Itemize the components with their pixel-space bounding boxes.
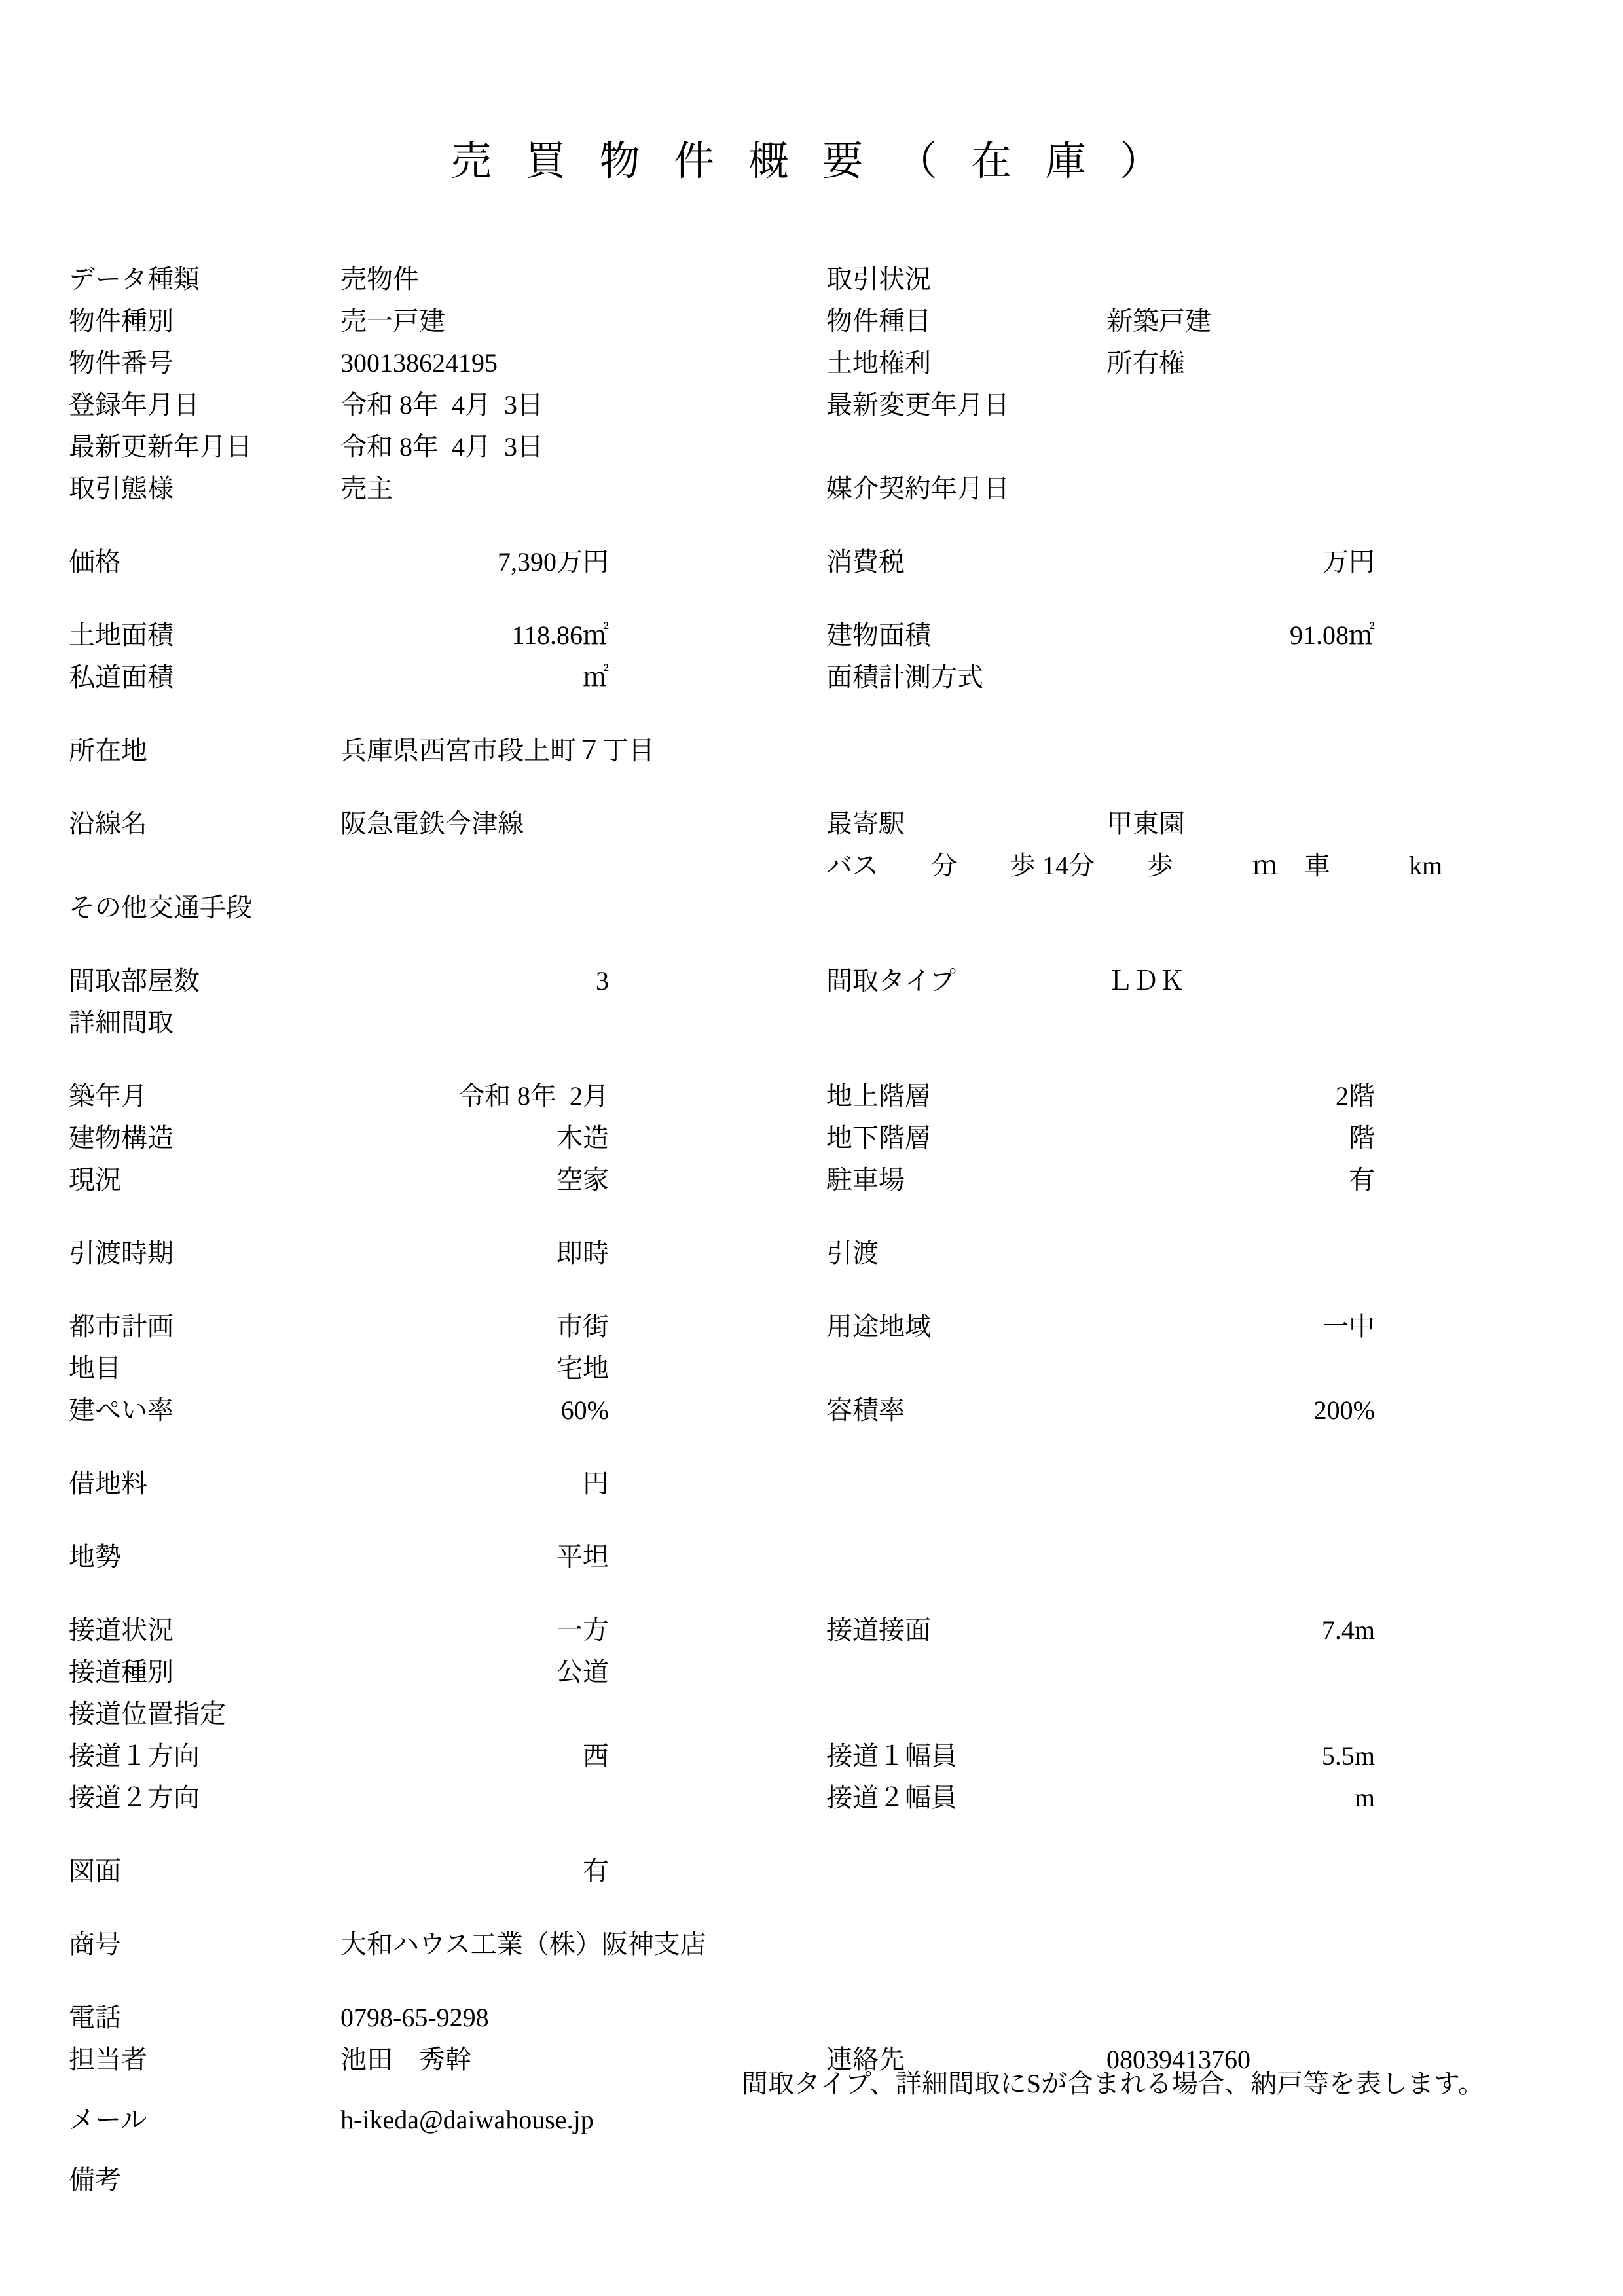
section-spacer: [0, 583, 1623, 615]
road1-dir-label: 接道１方向: [69, 1741, 200, 1770]
line-value: 阪急電鉄今津線: [340, 809, 524, 838]
property-no-value: 300138624195: [340, 348, 498, 378]
section-spacer: [0, 698, 1623, 730]
price-value: 7,390万円: [498, 547, 609, 577]
table-row: [0, 259, 1623, 300]
tel-value: 0798-65-9298: [340, 2003, 489, 2032]
section-spacer: [0, 1274, 1623, 1306]
table-row: [0, 2159, 1623, 2201]
table-row: [0, 887, 1623, 929]
table-row: [0, 1348, 1623, 1390]
table-row: [0, 1777, 1623, 1819]
table-row: [0, 803, 1623, 845]
station-label: 最寄駅: [826, 809, 905, 838]
drawing-label: 図面: [69, 1856, 121, 1886]
road2-width-label: 接道２幅員: [826, 1783, 957, 1812]
table-row: [0, 730, 1623, 772]
property-kind-label: 物件種目: [826, 306, 931, 336]
handover-label: 引渡: [826, 1238, 879, 1268]
current-state-label: 現況: [69, 1165, 121, 1194]
rooms-value: 3: [596, 966, 609, 996]
floors-below-label: 地下階層: [826, 1123, 931, 1153]
section-spacer: [0, 1578, 1623, 1609]
mail-label: メール: [69, 2105, 147, 2134]
topography-value: 平坦: [556, 1542, 609, 1571]
line-label: 沿線名: [69, 809, 147, 838]
table-row: [0, 1693, 1623, 1735]
table-row: [0, 2099, 1623, 2141]
table-row: [0, 1390, 1623, 1431]
tax-value: 万円: [1322, 547, 1375, 577]
property-no-label: 物件番号: [69, 348, 173, 378]
address-label: 所在地: [69, 736, 147, 765]
contact-label: 連絡先: [826, 2045, 905, 2074]
table-row: [0, 1159, 1623, 1201]
building-area-label: 建物面積: [826, 620, 931, 650]
company-label: 商号: [69, 1929, 121, 1959]
table-row: [0, 1924, 1623, 1965]
latest-update-date-value: 令和 8年 4月 3日: [340, 432, 543, 461]
rooms-label: 間取部屋数: [69, 966, 200, 996]
road-type-label: 接道種別: [69, 1657, 173, 1687]
land-right-label: 土地権利: [826, 348, 931, 378]
layout-type-label: 間取タイプ: [826, 966, 956, 996]
section-spacer: [0, 1819, 1623, 1850]
table-row: [0, 1306, 1623, 1348]
section-spacer: [0, 1505, 1623, 1536]
section-spacer: [0, 2141, 1623, 2159]
registered-date-label: 登録年月日: [69, 390, 200, 420]
table-row: [0, 1002, 1623, 1044]
section-spacer: [0, 1431, 1623, 1463]
table-row: [0, 615, 1623, 656]
road1-width-label: 接道１幅員: [826, 1741, 957, 1770]
other-transit-label: その他交通手段: [69, 893, 252, 922]
table-row: [0, 342, 1623, 384]
table-row: [0, 845, 1623, 887]
handover-time-value: 即時: [556, 1238, 609, 1268]
registered-date-value: 令和 8年 4月 3日: [340, 390, 543, 420]
city-plan-value: 市街: [556, 1312, 609, 1341]
table-row: [0, 384, 1623, 426]
staff-value: 池田 秀幹: [340, 2045, 471, 2074]
price-label: 価格: [69, 547, 121, 577]
floor-area-ratio-label: 容積率: [826, 1395, 905, 1425]
building-coverage-value: 60%: [560, 1395, 609, 1425]
page-title: 売 買 物 件 概 要 （ 在 庫 ）: [450, 139, 1173, 184]
data-type-value: 売物件: [340, 264, 419, 294]
city-plan-label: 都市計画: [69, 1312, 173, 1341]
road-position-label: 接道位置指定: [69, 1699, 226, 1729]
table-row: [0, 656, 1623, 698]
handover-time-label: 引渡時期: [69, 1238, 173, 1268]
table-row: [0, 1117, 1623, 1159]
table-row: [0, 426, 1623, 468]
table-row: [0, 541, 1623, 583]
table-row: [0, 1075, 1623, 1117]
road-contact-value: 一方: [556, 1615, 609, 1645]
footnote-text: 間取タイプ、詳細間取にSが含まれる場合、納戸等を表します。: [742, 2069, 1484, 2098]
latest-change-date-label: 最新変更年月日: [826, 390, 1010, 420]
section-spacer: [0, 772, 1623, 803]
floors-above-label: 地上階層: [826, 1081, 931, 1111]
road2-dir-label: 接道２方向: [69, 1783, 200, 1812]
parking-label: 駐車場: [826, 1165, 905, 1194]
land-right-value: 所有権: [1106, 348, 1185, 378]
use-district-value: 一中: [1322, 1312, 1375, 1341]
deal-form-value: 売主: [340, 474, 393, 503]
section-spacer: [0, 510, 1623, 541]
section-spacer: [0, 1892, 1623, 1924]
station-value: 甲東園: [1106, 809, 1185, 838]
table-row: [0, 1536, 1623, 1578]
property-class-label: 物件種別: [69, 306, 173, 336]
land-category-value: 宅地: [556, 1354, 609, 1383]
staff-label: 担当者: [69, 2045, 147, 2074]
building-coverage-label: 建ぺい率: [69, 1395, 173, 1425]
property-class-value: 売一戸建: [340, 306, 445, 336]
table-row: [0, 1850, 1623, 1892]
road1-width-value: 5.5m: [1321, 1741, 1375, 1770]
built-date-value: 令和 8年 2月: [458, 1081, 609, 1111]
table-row: [0, 1651, 1623, 1693]
drawing-value: 有: [583, 1856, 609, 1886]
road-frontage-value: 7.4m: [1321, 1615, 1375, 1645]
floors-below-value: 階: [1349, 1123, 1375, 1153]
land-area-value: 118.86㎡: [511, 620, 609, 650]
property-summary-sheet: [0, 259, 1623, 2201]
transit-detail-value: バス 分 歩 14分 歩 ｍ 車 km: [826, 851, 1443, 880]
table-row: [0, 1735, 1623, 1777]
contact-value: 08039413760: [1106, 2045, 1250, 2074]
data-type-label: データ種類: [69, 264, 200, 294]
road2-width-value: m: [1354, 1783, 1375, 1812]
land-category-label: 地目: [69, 1354, 121, 1383]
use-district-label: 用途地域: [826, 1312, 931, 1341]
private-road-area-value: ㎡: [583, 662, 609, 692]
area-measure-label: 面積計測方式: [826, 662, 983, 692]
table-row: [0, 300, 1623, 342]
agency-contract-date-label: 媒介契約年月日: [826, 474, 1010, 503]
building-area-value: 91.08㎡: [1290, 620, 1375, 650]
road-contact-label: 接道状況: [69, 1615, 173, 1645]
layout-detail-label: 詳細間取: [69, 1008, 173, 1037]
tel-label: 電話: [69, 2003, 121, 2032]
table-row: [0, 1609, 1623, 1651]
floors-above-value: 2階: [1336, 1081, 1375, 1111]
current-state-value: 空家: [556, 1165, 609, 1194]
section-spacer: [0, 1201, 1623, 1232]
land-rent-label: 借地料: [69, 1469, 147, 1498]
table-row: [0, 1232, 1623, 1274]
deal-form-label: 取引態様: [69, 474, 173, 503]
mail-value: h-ikeda@daiwahouse.jp: [340, 2105, 594, 2134]
section-spacer: [0, 1044, 1623, 1075]
remarks-label: 備考: [69, 2165, 121, 2195]
private-road-area-label: 私道面積: [69, 662, 173, 692]
land-area-label: 土地面積: [69, 620, 173, 650]
parking-value: 有: [1349, 1165, 1375, 1194]
topography-label: 地勢: [69, 1542, 121, 1571]
table-row: [0, 1997, 1623, 2039]
company-value: 大和ハウス工業（株）阪神支店: [340, 1929, 706, 1959]
floor-area-ratio-value: 200%: [1313, 1395, 1375, 1425]
layout-type-value: ＬＤＫ: [1106, 966, 1185, 996]
section-spacer: [0, 929, 1623, 960]
structure-value: 木造: [556, 1123, 609, 1153]
built-date-label: 築年月: [69, 1081, 147, 1111]
road-frontage-label: 接道接面: [826, 1615, 931, 1645]
table-row: [0, 468, 1623, 510]
section-spacer: [0, 1965, 1623, 1997]
address-value: 兵庫県西宮市段上町７丁目: [340, 736, 655, 765]
table-row: [0, 960, 1623, 1002]
structure-label: 建物構造: [69, 1123, 173, 1153]
land-rent-value: 円: [583, 1469, 609, 1498]
road1-dir-value: 西: [583, 1741, 609, 1770]
latest-update-date-label: 最新更新年月日: [69, 432, 252, 461]
deal-status-label: 取引状況: [826, 264, 931, 294]
road-type-value: 公道: [556, 1657, 609, 1687]
tax-label: 消費税: [826, 547, 905, 577]
table-row: [0, 1463, 1623, 1505]
property-kind-value: 新築戸建: [1106, 306, 1211, 336]
